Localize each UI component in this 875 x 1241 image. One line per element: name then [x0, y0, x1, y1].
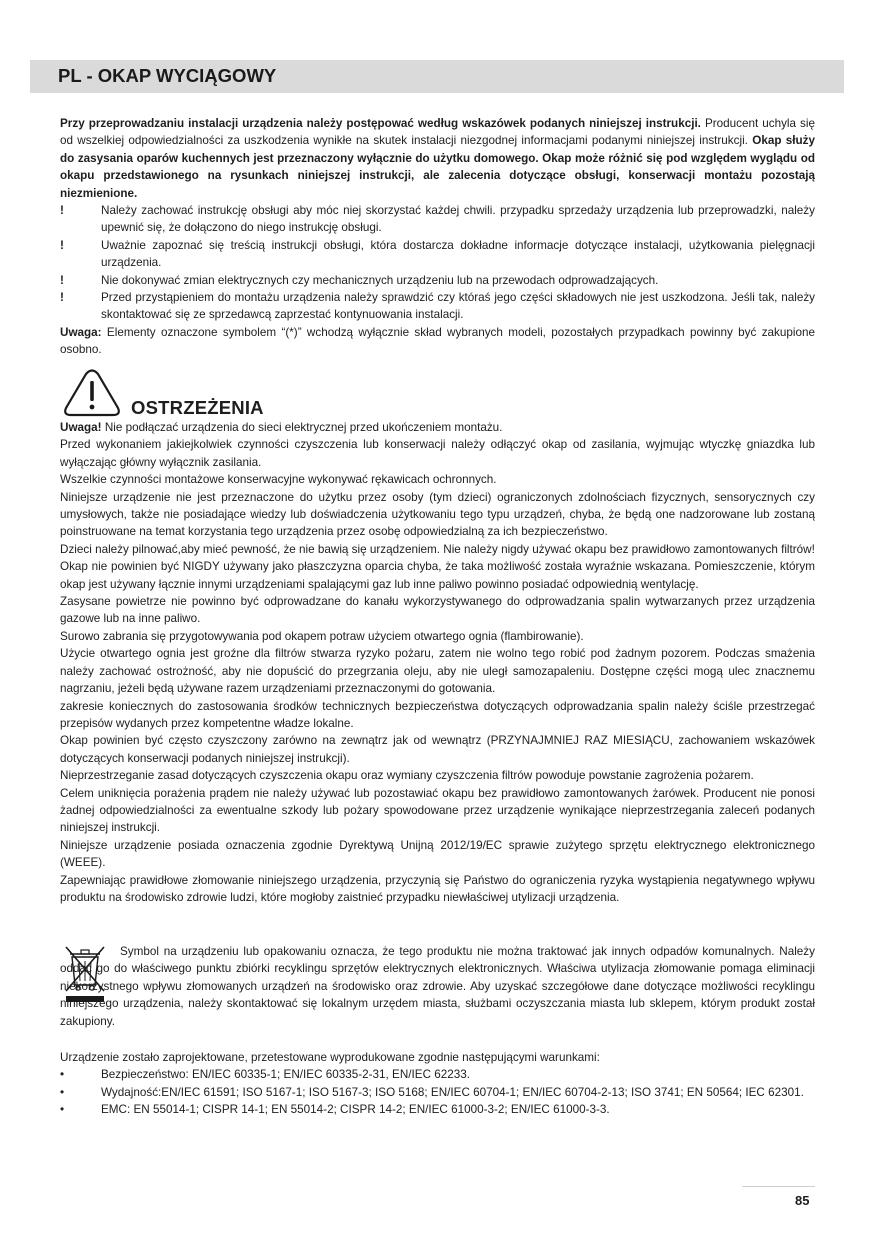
warning-paragraph: Nieprzestrzeganie zasad dotyczących czyszczenia okapu oraz wymiany czyszczenia filtrów powoduje powstanie zagrożenia pożarem.: [60, 769, 754, 783]
standard-text: Bezpieczeństwo: EN/IEC 60335-1; EN/IEC 60335-2-31, EN/IEC 62233.: [101, 1068, 471, 1082]
standards-section: [60, 1049, 815, 1119]
intro-text: Producent uchyla się od wszelkiej odpowiedzialności za uszkodzenia wynikłe na skutek instalacji niezgodnej informacjami podanymi niniejszej instrukcji.: [60, 117, 815, 148]
standard-text: EMC: EN 55014-1; CISPR 14-1; EN 55014-2; CISPR 14-2; EN/IEC 61000-3-2; EN/IEC 61000-3-3.: [101, 1103, 610, 1117]
exclamation-mark: !: [60, 273, 64, 287]
intro-bold-purpose: Okap służy do zasysania oparów kuchennych jest przeznaczony wyłącznie do użytku domowego. Okap może różnić się pod względem wyglądu od okapu przedstawionego na rysunkach niniejszej instrukcji, ale zalecenia dotyczące obsługi, konserwacji montażu pozostają niezmienione.: [60, 134, 815, 200]
exclamation-mark: !: [60, 291, 64, 305]
bullet: •: [60, 1085, 65, 1099]
page-title: PL - OKAP WYCIĄGOWY: [58, 65, 277, 86]
instruction-text: Przed przystąpieniem do montażu urządzenia należy sprawdzić czy któraś jego części składowych nie jest uszkodzona. Jeśli tak, należy skontaktować się ze sprzedawcą zaprzestać kontynuowania instalacji.: [101, 291, 815, 322]
bullet: •: [60, 1103, 65, 1117]
warning-paragraph: Zapewniając prawidłowe złomowanie niniejszego urządzenia, przyczynią się Państwo do ograniczenia ryzyka wystąpienia negatywnego wpływu produktu na środowisko zdrowie ludzi, które mogłoby zaistnieć przypadku niewłaściwej utylizacji urządzenia.: [60, 873, 815, 904]
note-text: Elementy oznaczone symbolem “(*)” wchodzą wyłącznie skład wybranych modeli, pozostałych przypadkach powinny być zakupione osobno.: [60, 325, 815, 357]
warning-paragraph: Użycie otwartego ognia jest groźne dla filtrów stwarza ryzyko pożaru, zatem nie wolno tego robić pod żadnym pozorem. Podczas smażenia należy zachować ostrożność, aby nie dopuścić do przegrzania oleju, aby nie uległ samozapaleniu. Dostępne części mogą ulec znacznemu nagrzaniu, jeżeli będą używane razem urządzeniami przeznaczonymi do gotowania.: [60, 647, 815, 696]
warning-paragraph: Przed wykonaniem jakiejkolwiek czynności czyszczenia lub konserwacji należy odłączyć okap od zasilania, wyjmując wtyczkę gniazdka lub wyłączając główny wyłącznik zasilania.: [60, 438, 815, 469]
intro-bold-lead: Przy przeprowadzaniu instalacji urządzenia należy postępować według wskazówek podanych niniejszej instrukcji.: [60, 117, 701, 130]
warning-paragraph: zakresie koniecznych do zastosowania środków technicznych bezpieczeństwa dotyczących odprowadzania spalin należy ściśle przestrzegać przepisów wydanych przez kompetentne władze lokalne.: [60, 699, 815, 730]
instruction-text: Należy zachować instrukcję obsługi aby móc niej skorzystać każdej chwili. przypadku sprzedaży urządzenia lub przeprowadzki, należy upewnić się, że dołączono do niego instrukcję obsługi.: [101, 204, 815, 235]
warning-triangle-icon: [60, 368, 124, 418]
warning-paragraph: Okap nie powinien być NIGDY używany jako płaszczyzna oparcia chyba, że taka możliwość została wyraźnie wskazana. Pomieszczenie, którym okap jest używany łącznie innymi urządzeniami spalającymi gaz lub inne paliwo powinno posiadać odpowiednią wentylację.: [60, 560, 815, 591]
standard-text: Wydajność:EN/IEC 61591; ISO 5167-1; ISO 5167-3; ISO 5168; EN/IEC 60704-1; EN/IEC 60704-2-13; ISO 3741; EN 50564; IEC 62301.: [101, 1085, 804, 1099]
warning-label: Uwaga!: [60, 421, 102, 434]
instruction-item: [60, 272, 815, 289]
warning-paragraph: Surowo zabrania się przygotowywania pod okapem potraw użyciem otwartego ognia (flambirowanie).: [60, 629, 584, 643]
warnings-title: OSTRZEŻENIA: [131, 397, 264, 418]
warning-paragraph: Dzieci należy pilnować,aby mieć pewność, że nie bawią się urządzeniem. Nie należy nigdy używać okapu bez prawidłowo zamontowanych filtrów!: [60, 542, 815, 556]
exclamation-mark: !: [60, 238, 64, 252]
footer-rule: [742, 1186, 815, 1187]
warnings-section: [60, 419, 815, 906]
standard-item: [60, 1084, 815, 1101]
weee-text: Symbol na urządzeniu lub opakowaniu oznacza, że tego produktu nie można traktować jak innych odpadów komunalnych. Należy oddać go do właściwego punktu zbiórki recyklingu sprzętów elektrycznych elektronicznych. Właściwa utylizacja złomowanie pomaga eliminacji niekorzystnego wpływu złomowanych urządzeń na środowisko oraz zdrowie. Aby uzyskać szczegółowe dane dotyczące możliwości recyklingu niniejszego urządzenia, należy skontaktować się lokalnym urzędem miasta, służbami oczyszczania miasta lub sklepem, którym produkt został zakupiony.: [60, 945, 815, 1028]
instruction-item: [60, 289, 815, 324]
note-label: Uwaga:: [60, 325, 102, 339]
warning-paragraph: Niniejsze urządzenie posiada oznaczenia zgodnie Dyrektywą Unijną 2012/19/EC sprawie zużytego sprzętu elektrycznego elektronicznego (WEEE).: [60, 838, 815, 870]
note-paragraph: [60, 324, 815, 359]
intro-paragraph: [60, 115, 815, 202]
weee-section: [60, 943, 815, 1030]
bullet: •: [60, 1068, 65, 1082]
exclamation-mark: !: [60, 204, 64, 218]
instruction-text: Nie dokonywać zmian elektrycznych czy mechanicznych urządzeniu lub na przewodach odprowadzających.: [101, 273, 659, 287]
warning-first-text: Nie podłączać urządzenia do sieci elektrycznej przed ukończeniem montażu.: [101, 421, 503, 434]
instruction-item: [60, 202, 815, 237]
instruction-text: Uważnie zapoznać się treścią instrukcji obsługi, która dostarcza dokładne informacje dotyczące instalacji, użytkowania pielęgnacji urządzenia.: [101, 238, 815, 270]
standard-item: [60, 1101, 815, 1118]
warning-first: [60, 419, 815, 436]
instruction-item: [60, 237, 815, 272]
warning-paragraph: Niniejsze urządzenie nie jest przeznaczone do użytku przez osoby (tym dzieci) ograniczonych zdolnościach fizycznych, sensorycznych czy umysłowych, także nie posiadające wiedzy lub doświadczenia użytkowaniu tego typu urządzeń, chyba, że będą one nadzorowane lub zostaną poinstruowane na temat korzystania tego urządzenia przez osobę odpowiedzialną za ich bezpieczeństwo.: [60, 490, 815, 539]
standard-item: [60, 1066, 815, 1083]
section-header: [30, 60, 844, 93]
page-number: 85: [795, 1193, 810, 1208]
warning-paragraph: Zasysane powietrze nie powinno być odprowadzane do kanału wykorzystywanego do odprowadzania spalin wytwarzanych przez urządzenia gazowe lub na inne paliwo.: [60, 595, 815, 626]
warning-paragraph: Wszelkie czynności montażowe konserwacyjne wykonywać rękawicach ochronnych.: [60, 473, 497, 487]
standards-intro: Urządzenie zostało zaprojektowane, przetestowane wyprodukowane zgodnie następującymi warunkami:: [60, 1051, 600, 1064]
warning-paragraph: Okap powinien być często czyszczony zarówno na zewnątrz jak od wewnątrz (PRZYNAJMNIEJ RAZ MIESIĄCU, zachowaniem wskazówek dotyczących konserwacji podanych niniejszej instrukcji).: [60, 734, 815, 765]
intro-section: [60, 115, 815, 359]
warning-paragraph: Celem uniknięcia porażenia prądem nie należy używać lub pozostawiać okapu bez prawidłowo zamontowanych żarówek. Producent nie ponosi żadnej odpowiedzialności za ewentualne szkody lub pożary spowodowane przez urządzenie wynikające nieprzestrzegania zaleceń podanych niniejszej instrukcji.: [60, 786, 815, 835]
